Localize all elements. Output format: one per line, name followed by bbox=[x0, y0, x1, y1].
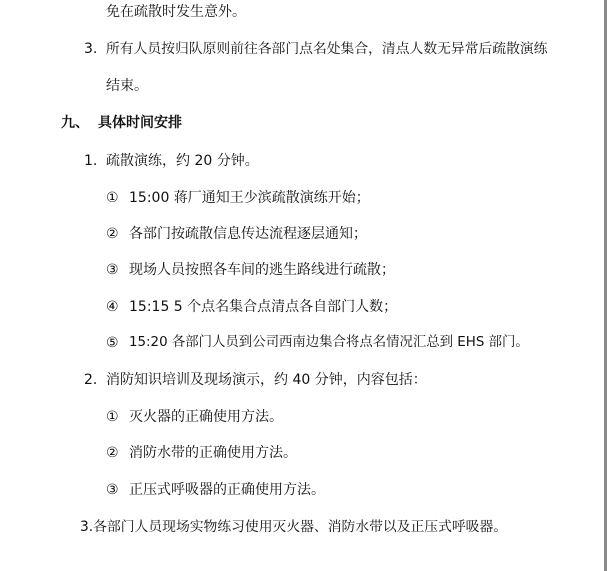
training-item-3-text: 正压式呼吸器的正确使用方法。 bbox=[129, 482, 325, 498]
section-9-number: 九、 bbox=[61, 115, 89, 131]
training-item-1-text: 灭火器的正确使用方法。 bbox=[129, 409, 283, 425]
training-item-3-marker: ③ bbox=[106, 482, 119, 498]
step-3-text: 现场人员按照各车间的逃生路线进行疏散； bbox=[129, 262, 395, 278]
schedule-1-number: 1. bbox=[84, 153, 98, 169]
item-3-text-line1: 所有人员按归队原则前往各部门点名处集合，清点人数无异常后疏散演练 bbox=[106, 41, 548, 57]
step-1-text: 15:00 蒋厂通知王少滨疏散演练开始； bbox=[129, 190, 370, 206]
item-3-text-line2: 结束。 bbox=[106, 78, 148, 94]
training-item-2-marker: ② bbox=[106, 445, 119, 461]
step-2-text: 各部门按疏散信息传达流程逐层通知； bbox=[129, 226, 367, 242]
training-item-2-text: 消防水带的正确使用方法。 bbox=[129, 445, 297, 461]
schedule-3-text: 3.各部门人员现场实物练习使用灭火器、消防水带以及正压式呼吸器。 bbox=[80, 519, 508, 535]
step-5-marker: ⑤ bbox=[106, 335, 119, 351]
step-3-marker: ③ bbox=[106, 262, 119, 278]
schedule-2-text: 消防知识培训及现场演示，约 40 分钟，内容包括： bbox=[106, 372, 427, 388]
schedule-2-number: 2. bbox=[84, 372, 98, 388]
step-1-marker: ① bbox=[106, 190, 119, 206]
step-4-marker: ④ bbox=[106, 299, 119, 315]
item-3-number: 3. bbox=[84, 41, 98, 57]
step-2-marker: ② bbox=[106, 226, 119, 242]
step-5-text: 15:20 各部门人员到公司西南边集合将点名情况汇总到 EHS 部门。 bbox=[129, 335, 529, 350]
training-item-1-marker: ① bbox=[106, 409, 119, 425]
continuation-text: 免在疏散时发生意外。 bbox=[106, 4, 246, 20]
section-9-title: 具体时间安排 bbox=[98, 115, 182, 131]
step-4-text: 15:15 5 个点名集合点清点各自部门人数； bbox=[129, 299, 398, 315]
schedule-1-text: 疏散演练，约 20 分钟。 bbox=[106, 153, 259, 169]
